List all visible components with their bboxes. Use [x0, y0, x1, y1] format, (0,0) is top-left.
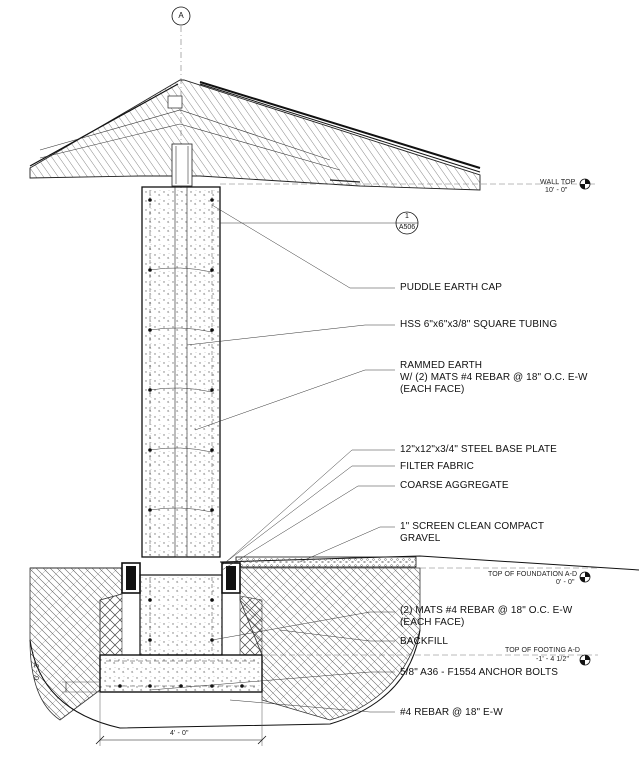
detail-callout-sheet: A506 — [398, 224, 416, 231]
callout-coarse-aggregate: COARSE AGGREGATE — [400, 480, 509, 491]
callout-stem-rebar-2: (EACH FACE) — [400, 617, 465, 628]
callout-puddle-earth-cap: PUDDLE EARTH CAP — [400, 282, 502, 293]
wall-top-label: WALL TOP — [540, 179, 576, 186]
callout-anchor-bolts: 5/8" A36 - F1554 ANCHOR BOLTS — [400, 667, 558, 678]
top-of-footing-value: -1' - 4 1/2" — [536, 656, 570, 663]
top-of-footing-label: TOP OF FOOTING A-D — [505, 647, 581, 654]
wall-top-datum — [580, 179, 590, 189]
rammed-earth-wall — [142, 187, 220, 557]
callout-stem-rebar-1: (2) MATS #4 REBAR @ 18" O.C. E-W — [400, 605, 573, 616]
top-of-foundation-datum — [580, 572, 590, 582]
callout-gravel-2: GRAVEL — [400, 533, 441, 544]
top-of-foundation-label: TOP OF FOUNDATION A-D — [488, 571, 578, 578]
callout-rammed-earth-2: W/ (2) MATS #4 REBAR @ 18" O.C. E-W — [400, 372, 588, 383]
section-marker-label: A — [178, 11, 184, 20]
wall-top-value: 10' - 0" — [545, 187, 568, 194]
top-of-footing-datum — [580, 655, 590, 665]
detail-callout-number: 1 — [405, 213, 409, 220]
callout-footing-rebar: #4 REBAR @ 18" E-W — [400, 707, 503, 718]
callout-steel-base-plate: 12"x12"x3/4" STEEL BASE PLATE — [400, 444, 557, 455]
callout-backfill: BACKFILL — [400, 636, 449, 647]
dimension-footing-width: 4' - 0" — [170, 730, 189, 737]
stem-wall — [140, 575, 222, 655]
callout-gravel-1: 1" SCREEN CLEAN COMPACT — [400, 521, 545, 532]
callout-rammed-earth-1: RAMMED EARTH — [400, 360, 483, 371]
roof — [30, 80, 480, 190]
top-of-foundation-value: 0' - 0" — [556, 579, 575, 586]
callout-hss-tubing: HSS 6"x6"x3/8" SQUARE TUBING — [400, 319, 558, 330]
dimension-footing-step: 0' - 3" — [34, 661, 41, 680]
callout-filter-fabric: FILTER FABRIC — [400, 461, 474, 472]
callout-rammed-earth-3: (EACH FACE) — [400, 384, 465, 395]
